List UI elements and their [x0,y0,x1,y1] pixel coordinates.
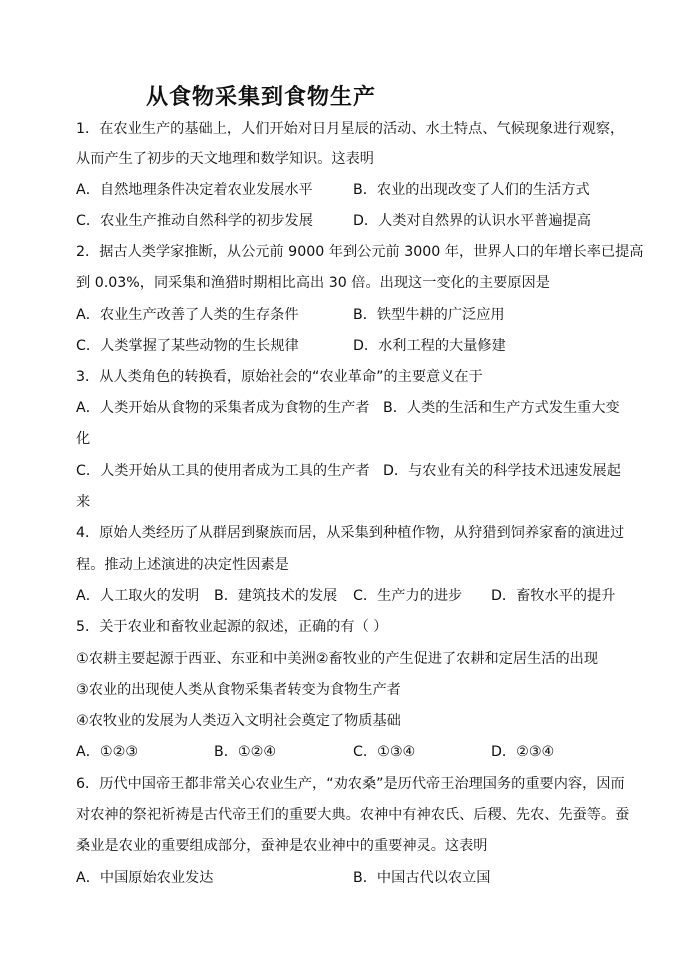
question-4-option-c: C．生产力的进步 [353,588,463,604]
question-3-option-c: C．人类开始从工具的使用者成为工具的生产者 [76,463,370,479]
question-4-option-d: D．畜牧水平的提升 [491,588,616,604]
question-2-option-d: D．水利工程的大量修建 [353,338,506,354]
question-3-option-a: A．人类开始从食物的采集者成为食物的生产者 [76,400,370,416]
question-4-stem-line-2: 程。推动上述演进的决定性因素是 [76,557,289,573]
question-6-stem-line-1: 6．历代中国帝王都非常关心农业生产，“劝农桑”是历代帝王治理国务的重要内容，因而 [76,776,625,792]
question-2-stem-line-2: 到 0.03%，同采集和渔猎时期相比高出 30 倍。出现这一变化的主要原因是 [76,275,550,291]
question-3-option-b-wrap: 化 [76,431,91,447]
page-title: 从食物采集到食物生产 [146,85,377,110]
question-3-stem: 3．从人类角色的转换看，原始社会的“农业革命”的主要意义在于 [76,369,483,385]
question-3-option-b: B．人类的生活和生产方式发生重大变 [383,400,620,416]
question-2-option-c: C．人类掌握了某些动物的生长规律 [76,338,299,354]
question-6-stem-line-3: 桑业是农业的重要组成部分，蚕神是农业神中的重要神灵。这表明 [76,838,488,854]
question-5-statement-3: ③农业的出现使人类从食物采集者转变为食物生产者 [76,682,401,698]
question-3-option-d: D．与农业有关的科学技术迅速发展起 [383,463,621,479]
question-1-stem-line-1: 1．在农业生产的基础上，人们开始对日月星辰的活动、水土特点、气候现象进行观察， [76,121,625,137]
question-5-option-a: A．①②③ [76,744,139,760]
question-2-stem-line-1: 2．据古人类学家推断，从公元前 9000 年到公元前 3000 年，世界人口的年增长率已提高 [76,244,644,260]
question-3-option-d-wrap: 来 [76,494,91,510]
question-6-stem-line-2: 对农神的祭祀祈祷是古代帝王们的重要大典。农神中有神农氏、后稷、先农、先蚕等。蚕 [76,807,630,823]
question-1-option-d: D．人类对自然界的认识水平普遍提高 [353,213,591,229]
question-5-stem: 5．关于农业和畜牧业起源的叙述，正确的有（ ） [76,619,388,635]
question-2-option-b: B．铁型牛耕的广泛应用 [353,307,505,323]
question-1-option-a: A．自然地理条件决定着农业发展水平 [76,182,313,198]
question-1-stem-line-2: 从而产生了初步的天文地理和数学知识。这表明 [76,151,374,167]
question-5-option-d: D．②③④ [491,744,555,760]
question-5-option-b: B．①②④ [214,744,277,760]
question-6-option-a: A．中国原始农业发达 [76,870,214,886]
question-4-option-a: A．人工取火的发明 [76,588,200,604]
question-4-option-b: B．建筑技术的发展 [214,588,338,604]
question-6-option-b: B．中国古代以农立国 [353,870,491,886]
question-2-option-a: A．农业生产改善了人类的生存条件 [76,307,299,323]
question-4-stem-line-1: 4．原始人类经历了从群居到聚族而居，从采集到种植作物，从狩猎到饲养家畜的演进过 [76,525,625,541]
question-5-option-c: C．①③④ [353,744,416,760]
question-5-statement-1-2: ①农耕主要起源于西亚、东亚和中美洲②畜牧业的产生促进了农耕和定居生活的出现 [76,651,599,667]
question-1-option-c: C．农业生产推动自然科学的初步发展 [76,213,313,229]
question-1-option-b: B．农业的出现改变了人们的生活方式 [353,182,590,198]
question-5-statement-4: ④农牧业的发展为人类迈入文明社会奠定了物质基础 [76,713,401,729]
